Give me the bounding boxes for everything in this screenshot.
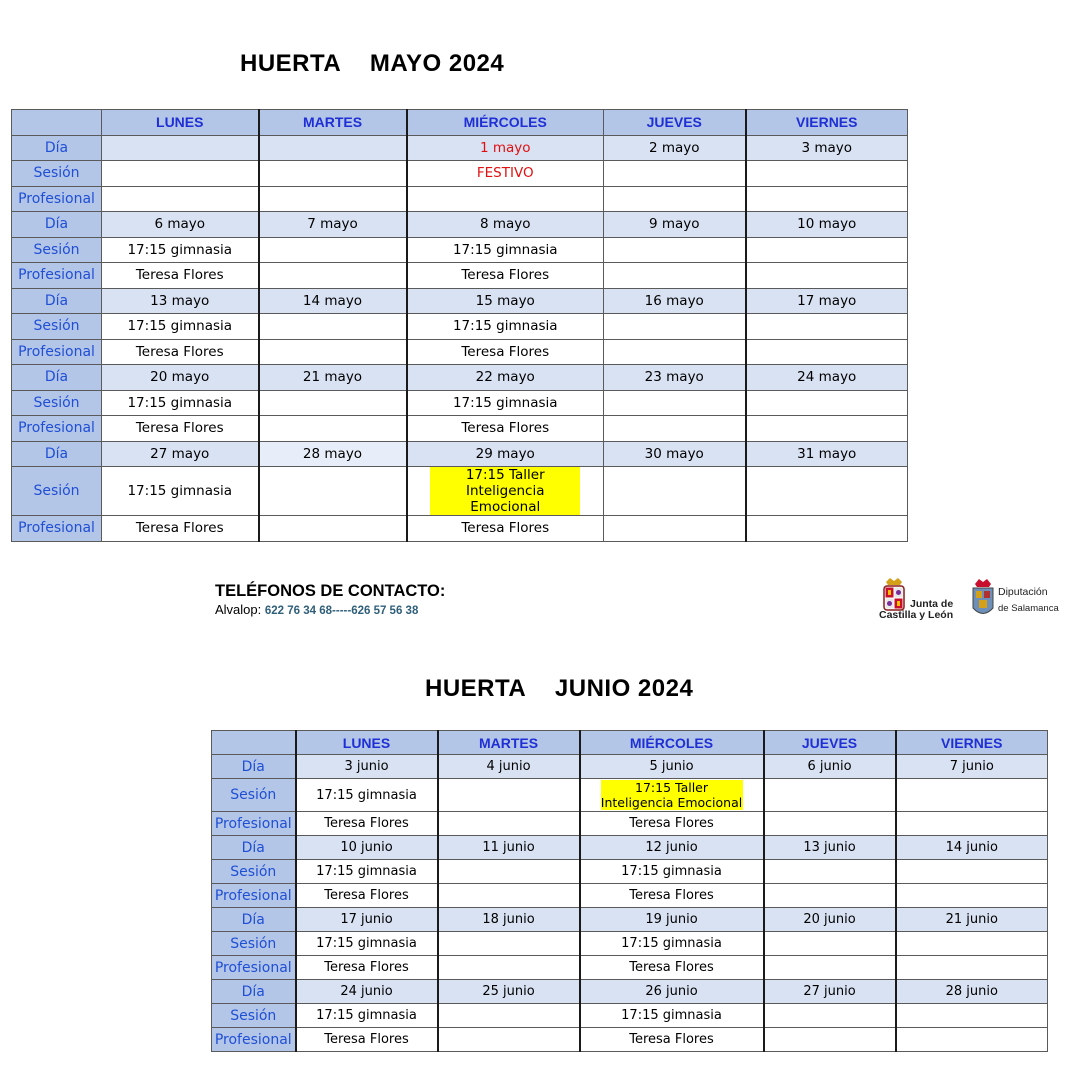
- table-cell: [746, 416, 908, 442]
- table-cell: 25 junio: [438, 980, 580, 1004]
- table-cell: 7 junio: [896, 755, 1048, 779]
- table-cell: [746, 339, 908, 365]
- table-cell: 17:15 gimnasia: [580, 860, 764, 884]
- table-cell: 17:15 gimnasia: [580, 932, 764, 956]
- table-cell: 14 junio: [896, 836, 1048, 860]
- table-row: [212, 836, 1048, 860]
- table-cell: [746, 237, 908, 263]
- table-cell: 17 junio: [296, 908, 438, 932]
- table-cell: [896, 812, 1048, 836]
- table-cell: [407, 186, 604, 212]
- table-cell: 14 mayo: [259, 288, 407, 314]
- table-cell: 6 mayo: [102, 212, 259, 238]
- table-cell: Teresa Flores: [580, 884, 764, 908]
- table-cell: 15 mayo: [407, 288, 604, 314]
- table-cell: Teresa Flores: [407, 516, 604, 542]
- table-cell: 4 junio: [438, 755, 580, 779]
- table-cell: [438, 956, 580, 980]
- table-cell: [896, 1004, 1048, 1028]
- header-cell: [12, 110, 102, 136]
- table-cell: 20 junio: [764, 908, 896, 932]
- junta-text-1: Junta de: [910, 598, 954, 610]
- table-cell: [259, 135, 407, 161]
- table-row: [12, 314, 908, 340]
- june-title-left: HUERTA: [425, 675, 527, 702]
- table-cell: [604, 314, 746, 340]
- table-cell: [764, 779, 896, 812]
- highlighted-session-cell: [580, 779, 764, 812]
- table-cell: [746, 467, 908, 516]
- table-row: [12, 186, 908, 212]
- table-cell: 7 mayo: [259, 212, 407, 238]
- table-cell: [259, 416, 407, 442]
- row-label: Día: [12, 135, 102, 161]
- row-label: Sesión: [212, 860, 296, 884]
- phone-1: 622 76 34 68: [264, 605, 333, 617]
- table-cell: 10 junio: [296, 836, 438, 860]
- table-cell: 27 mayo: [102, 441, 259, 467]
- table-cell: 13 junio: [764, 836, 896, 860]
- table-row: [12, 390, 908, 416]
- june-title: [425, 675, 693, 703]
- table-cell: 27 junio: [764, 980, 896, 1004]
- row-label: Día: [12, 288, 102, 314]
- diputacion-crest-icon: [970, 578, 996, 620]
- table-row: [212, 755, 1048, 779]
- table-cell: [604, 416, 746, 442]
- table-cell: 30 mayo: [604, 441, 746, 467]
- holiday-cell: FESTIVO: [407, 161, 604, 187]
- table-cell: 17:15 gimnasia: [407, 390, 604, 416]
- header-cell: LUNES: [296, 731, 438, 755]
- june-schedule-table: [211, 730, 1048, 1052]
- header-cell: MIÉRCOLES: [407, 110, 604, 136]
- table-cell: Teresa Flores: [407, 263, 604, 289]
- table-row: [212, 884, 1048, 908]
- row-label: Día: [12, 212, 102, 238]
- table-cell: [259, 339, 407, 365]
- phone-2: 626 57 56 38: [351, 605, 419, 617]
- table-cell: 20 mayo: [102, 365, 259, 391]
- table-row: [212, 812, 1048, 836]
- table-cell: Teresa Flores: [102, 416, 259, 442]
- table-cell: Teresa Flores: [296, 956, 438, 980]
- table-cell: [764, 860, 896, 884]
- table-cell: [259, 390, 407, 416]
- header-cell: JUEVES: [764, 731, 896, 755]
- table-cell: [764, 1028, 896, 1052]
- table-cell: 17:15 gimnasia: [296, 779, 438, 812]
- header-cell: VIERNES: [896, 731, 1048, 755]
- table-row: [12, 288, 908, 314]
- header-cell: JUEVES: [604, 110, 746, 136]
- table-row: [212, 779, 1048, 812]
- row-label: Día: [212, 908, 296, 932]
- table-cell: [438, 884, 580, 908]
- row-label: Día: [212, 836, 296, 860]
- row-label: Profesional: [212, 956, 296, 980]
- table-cell: 8 mayo: [407, 212, 604, 238]
- table-cell: [438, 860, 580, 884]
- table-cell: [896, 860, 1048, 884]
- table-cell: [764, 932, 896, 956]
- contact-block: [215, 582, 445, 617]
- table-header-row: [212, 731, 1048, 755]
- table-cell: 1 mayo: [407, 135, 604, 161]
- table-cell: [604, 390, 746, 416]
- table-cell: [746, 161, 908, 187]
- table-cell: [604, 237, 746, 263]
- table-cell: Teresa Flores: [407, 416, 604, 442]
- contact-line: [215, 602, 445, 617]
- may-title-right: MAYO 2024: [369, 50, 505, 77]
- table-cell: 18 junio: [438, 908, 580, 932]
- table-cell: Teresa Flores: [580, 956, 764, 980]
- table-cell: [259, 314, 407, 340]
- may-title-left: HUERTA: [240, 50, 342, 77]
- table-cell: [604, 263, 746, 289]
- table-cell: [764, 956, 896, 980]
- header-cell: LUNES: [102, 110, 259, 136]
- table-row: [212, 956, 1048, 980]
- table-cell: 31 mayo: [746, 441, 908, 467]
- table-cell: 24 mayo: [746, 365, 908, 391]
- table-row: [12, 339, 908, 365]
- table-row: [12, 416, 908, 442]
- table-cell: [438, 1004, 580, 1028]
- table-cell: Teresa Flores: [102, 263, 259, 289]
- table-cell: [746, 390, 908, 416]
- row-label: Profesional: [212, 812, 296, 836]
- table-cell: [259, 263, 407, 289]
- table-cell: [604, 161, 746, 187]
- table-cell: [102, 135, 259, 161]
- table-cell: Teresa Flores: [407, 339, 604, 365]
- table-cell: 29 mayo: [407, 441, 604, 467]
- table-cell: 16 mayo: [604, 288, 746, 314]
- row-label: Sesión: [12, 390, 102, 416]
- table-cell: 5 junio: [580, 755, 764, 779]
- table-cell: 17:15 gimnasia: [296, 932, 438, 956]
- table-cell: 28 mayo: [259, 441, 407, 467]
- highlighted-session-cell: [407, 467, 604, 516]
- table-cell: 17:15 gimnasia: [407, 314, 604, 340]
- table-cell: 19 junio: [580, 908, 764, 932]
- table-cell: Teresa Flores: [580, 1028, 764, 1052]
- table-row: [12, 467, 908, 516]
- row-label: Profesional: [212, 1028, 296, 1052]
- table-row: [212, 1028, 1048, 1052]
- table-row: [12, 161, 908, 187]
- table-cell: Teresa Flores: [102, 339, 259, 365]
- table-row: [12, 441, 908, 467]
- table-cell: [604, 467, 746, 516]
- contact-label: Alvalop:: [215, 602, 262, 617]
- table-cell: 12 junio: [580, 836, 764, 860]
- row-label: Día: [12, 441, 102, 467]
- table-row: [12, 516, 908, 542]
- table-cell: 10 mayo: [746, 212, 908, 238]
- table-cell: 2 mayo: [604, 135, 746, 161]
- table-cell: 21 mayo: [259, 365, 407, 391]
- table-cell: 17:15 gimnasia: [407, 237, 604, 263]
- table-cell: Teresa Flores: [296, 1028, 438, 1052]
- table-row: [12, 135, 908, 161]
- may-schedule-table: [11, 109, 908, 542]
- table-cell: 17:15 gimnasia: [580, 1004, 764, 1028]
- highlight-text: 17:15 Taller Inteligencia Emocional: [430, 467, 580, 515]
- sponsor-logos: [876, 578, 1066, 626]
- row-label: Día: [212, 755, 296, 779]
- row-label: Sesión: [212, 779, 296, 812]
- table-cell: [438, 1028, 580, 1052]
- row-label: Profesional: [12, 416, 102, 442]
- table-cell: Teresa Flores: [296, 812, 438, 836]
- table-cell: 17:15 gimnasia: [296, 1004, 438, 1028]
- row-label: Profesional: [12, 339, 102, 365]
- table-cell: [604, 339, 746, 365]
- table-cell: [746, 516, 908, 542]
- table-row: [212, 932, 1048, 956]
- table-cell: Teresa Flores: [580, 812, 764, 836]
- table-cell: [896, 956, 1048, 980]
- row-label: Profesional: [12, 186, 102, 212]
- table-cell: 6 junio: [764, 755, 896, 779]
- table-cell: [102, 186, 259, 212]
- table-cell: 3 junio: [296, 755, 438, 779]
- table-row: [212, 1004, 1048, 1028]
- table-row: [12, 212, 908, 238]
- header-cell: MIÉRCOLES: [580, 731, 764, 755]
- table-cell: [259, 186, 407, 212]
- table-cell: 17:15 gimnasia: [102, 390, 259, 416]
- table-cell: 17 mayo: [746, 288, 908, 314]
- table-cell: 17:15 gimnasia: [102, 314, 259, 340]
- table-row: [212, 980, 1048, 1004]
- row-label: Sesión: [12, 161, 102, 187]
- table-cell: [259, 516, 407, 542]
- table-cell: 11 junio: [438, 836, 580, 860]
- table-cell: 3 mayo: [746, 135, 908, 161]
- table-cell: [604, 516, 746, 542]
- row-label: Profesional: [212, 884, 296, 908]
- table-cell: [764, 1004, 896, 1028]
- table-cell: Teresa Flores: [296, 884, 438, 908]
- diputacion-text-1: Diputación: [998, 586, 1048, 598]
- table-cell: [438, 812, 580, 836]
- table-cell: [102, 161, 259, 187]
- table-cell: 17:15 gimnasia: [102, 467, 259, 516]
- table-cell: [259, 161, 407, 187]
- table-cell: 17:15 gimnasia: [102, 237, 259, 263]
- header-cell: MARTES: [438, 731, 580, 755]
- row-label: Sesión: [212, 932, 296, 956]
- table-cell: [259, 467, 407, 516]
- row-label: Día: [12, 365, 102, 391]
- table-cell: [438, 779, 580, 812]
- table-cell: [438, 932, 580, 956]
- row-label: Día: [212, 980, 296, 1004]
- table-cell: [896, 932, 1048, 956]
- header-cell: VIERNES: [746, 110, 908, 136]
- row-label: Profesional: [12, 516, 102, 542]
- table-cell: [746, 186, 908, 212]
- table-cell: [896, 1028, 1048, 1052]
- row-label: Sesión: [12, 237, 102, 263]
- june-title-right: JUNIO 2024: [554, 675, 694, 702]
- may-title: [240, 50, 504, 78]
- table-row: [12, 263, 908, 289]
- table-row: [212, 908, 1048, 932]
- phone-separator: -----: [332, 605, 352, 617]
- table-cell: 17:15 gimnasia: [296, 860, 438, 884]
- table-row: [12, 237, 908, 263]
- junta-text-2: Castilla y León: [879, 609, 954, 621]
- table-cell: 28 junio: [896, 980, 1048, 1004]
- table-row: [12, 365, 908, 391]
- row-label: Sesión: [12, 314, 102, 340]
- table-cell: [259, 237, 407, 263]
- header-cell: MARTES: [259, 110, 407, 136]
- table-row: [212, 860, 1048, 884]
- table-header-row: [12, 110, 908, 136]
- table-cell: [746, 263, 908, 289]
- table-cell: [896, 884, 1048, 908]
- table-cell: 24 junio: [296, 980, 438, 1004]
- row-label: Profesional: [12, 263, 102, 289]
- diputacion-text-2: de Salamanca: [998, 603, 1059, 614]
- table-cell: 9 mayo: [604, 212, 746, 238]
- table-cell: 26 junio: [580, 980, 764, 1004]
- table-cell: 22 mayo: [407, 365, 604, 391]
- row-label: Sesión: [12, 467, 102, 516]
- table-cell: 21 junio: [896, 908, 1048, 932]
- table-cell: [764, 884, 896, 908]
- table-cell: [896, 779, 1048, 812]
- table-cell: [764, 812, 896, 836]
- table-cell: [604, 186, 746, 212]
- table-cell: Teresa Flores: [102, 516, 259, 542]
- table-cell: [746, 314, 908, 340]
- header-cell: [212, 731, 296, 755]
- row-label: Sesión: [212, 1004, 296, 1028]
- table-cell: 13 mayo: [102, 288, 259, 314]
- table-cell: 23 mayo: [604, 365, 746, 391]
- contact-heading: TELÉFONOS DE CONTACTO:: [215, 582, 446, 600]
- highlight-text: 17:15 Taller Inteligencia Emocional: [600, 779, 743, 810]
